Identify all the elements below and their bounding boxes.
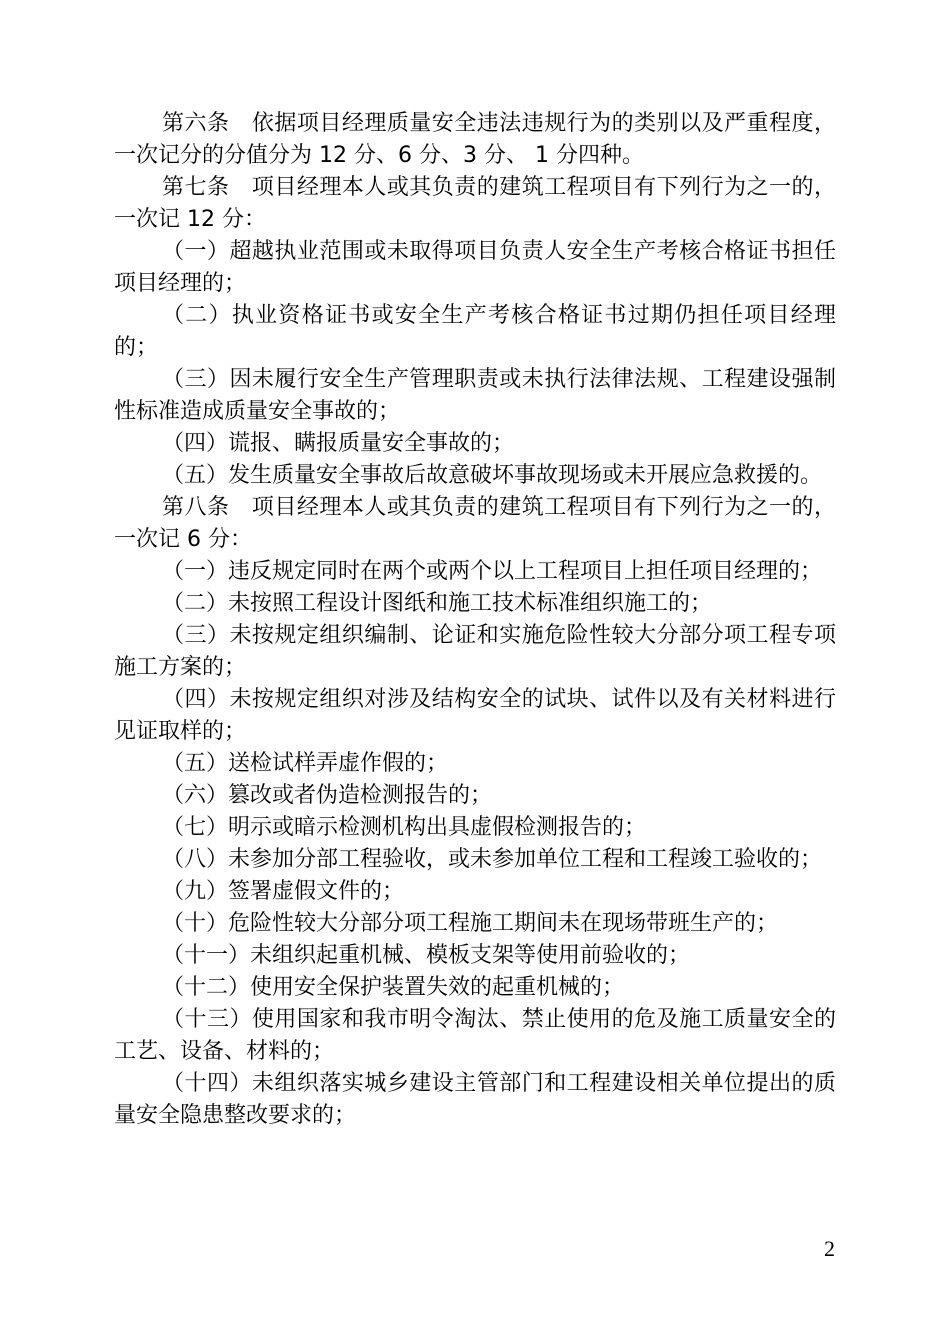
article-8-item-8: （八）未参加分部工程验收，或未参加单位工程和工程竣工验收的； <box>162 847 823 872</box>
article-8-item-3: （三）未按规定组织编制、论证和实施危险性较大分部分项工程专项施工方案的； <box>114 623 836 680</box>
article-8-item-5: （五）送检试样弄虚作假的； <box>162 751 449 776</box>
article-8-item-7: （七）明示或暗示检测机构出具虚假检测报告的； <box>162 815 647 840</box>
article-8-item-11: （十一）未组织起重机械、模板支架等使用前验收的； <box>162 943 691 968</box>
document-body <box>114 108 836 1132</box>
article-8-paragraph: 第八条 项目经理本人或其负责的建筑工程项目有下列行为之一的，一次记 6 分： <box>114 495 836 552</box>
article-8-item-14: （十四）未组织落实城乡建设主管部门和工程建设相关单位提出的质量安全隐患整改要求的； <box>114 1071 836 1128</box>
article-7-item-3: （三）因未履行安全生产管理职责或未执行法律法规、工程建设强制性标准造成质量安全事故的； <box>114 367 836 424</box>
article-8-item-6: （六）篡改或者伪造检测报告的； <box>162 783 493 808</box>
article-7-item-4: （四）谎报、瞒报质量安全事故的； <box>162 431 515 456</box>
article-8-item-12: （十二）使用安全保护装置失效的起重机械的； <box>162 975 625 1000</box>
article-7-paragraph: 第七条 项目经理本人或其负责的建筑工程项目有下列行为之一的，一次记 12 分： <box>114 175 836 232</box>
article-8-item-9: （九）签署虚假文件的； <box>162 879 405 904</box>
article-8-item-2: （二）未按照工程设计图纸和施工技术标准组织施工的； <box>162 591 713 616</box>
article-7-item-2: （二）执业资格证书或安全生产考核合格证书过期仍担任项目经理的； <box>114 303 836 360</box>
article-8-item-1: （一）违反规定同时在两个或两个以上工程项目上担任项目经理的； <box>162 559 823 584</box>
page-number: 2 <box>824 1236 835 1261</box>
article-8-item-10: （十）危险性较大分部分项工程施工期间未在现场带班生产的； <box>162 911 779 936</box>
article-7-item-5: （五）发生质量安全事故后故意破坏事故现场或未开展应急救援的。 <box>162 463 823 488</box>
article-8-item-4: （四）未按规定组织对涉及结构安全的试块、试件以及有关材料进行见证取样的； <box>114 687 836 744</box>
article-7-item-1: （一）超越执业范围或未取得项目负责人安全生产考核合格证书担任项目经理的； <box>114 239 836 296</box>
article-6-paragraph: 第六条 依据项目经理质量安全违法违规行为的类别以及严重程度，一次记分的分值分为 12 分、6 分、3 分、 1 分四种。 <box>114 111 836 168</box>
article-8-item-13: （十三）使用国家和我市明令淘汰、禁止使用的危及施工质量安全的工艺、设备、材料的； <box>114 1007 836 1064</box>
